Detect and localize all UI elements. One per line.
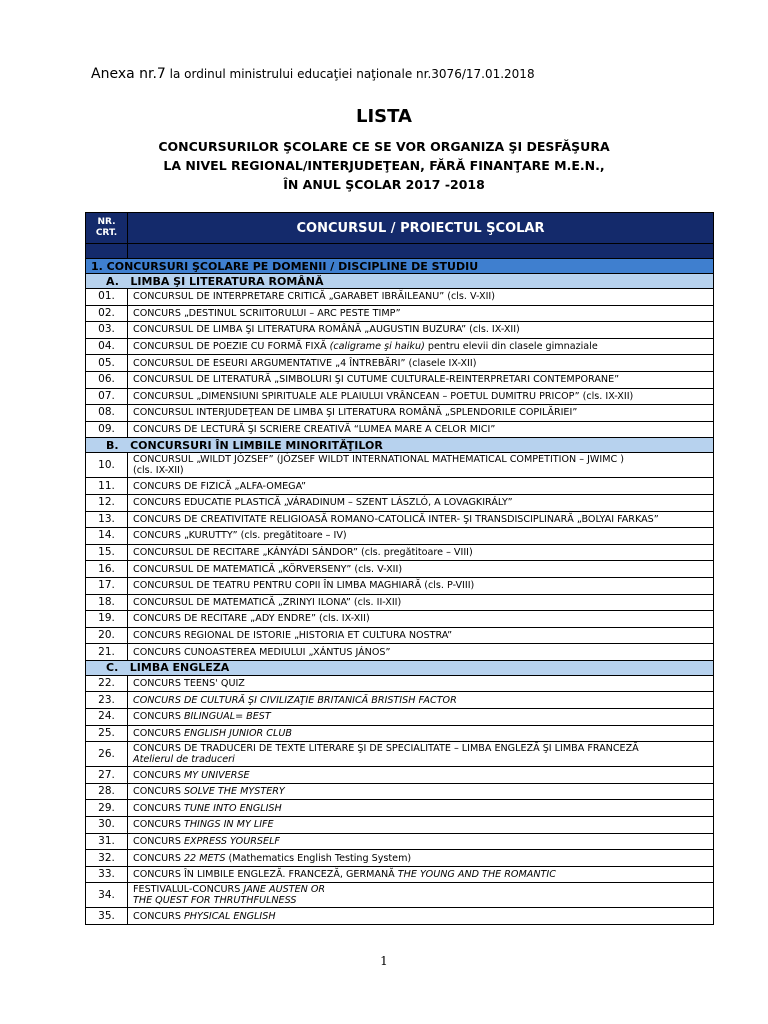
competition-text-part: CONCURS DE FIZICĂ „ALFA-OMEGA” — [133, 480, 306, 492]
table-row — [86, 478, 714, 495]
competition-name — [128, 478, 714, 495]
competition-name — [128, 594, 714, 611]
competition-text-part: CONCURSUL DE MATEMATICĂ „KÖRVERSENY” (cls. V-XII) — [133, 563, 403, 575]
competition-text-part: TUNE INTO ENGLISH — [183, 802, 282, 814]
row-number: 21. — [86, 644, 128, 661]
competition-text-part: CONCURS — [133, 711, 184, 723]
row-number: 10. — [86, 453, 128, 478]
subsection-title-b — [86, 438, 714, 453]
row-number: 26. — [86, 742, 128, 767]
row-number: 07. — [86, 388, 128, 405]
table-row — [86, 453, 714, 478]
competition-text-part: CONCURS TEENS' QUIZ — [133, 678, 245, 690]
table-row — [86, 494, 714, 511]
row-number: 01. — [86, 289, 128, 306]
page-number: 1 — [380, 954, 388, 968]
column-header-number — [86, 213, 128, 244]
subsection-letter-a: A. — [106, 274, 119, 288]
competition-name — [128, 800, 714, 817]
competition-name — [128, 544, 714, 561]
competition-name — [128, 577, 714, 594]
competition-text-part: CONCURS — [133, 819, 184, 831]
table-row — [86, 850, 714, 867]
competition-name — [128, 421, 714, 438]
competitions-table — [85, 212, 714, 925]
competition-text-part: CONCURS — [133, 769, 184, 781]
row-number: 22. — [86, 675, 128, 692]
table-row — [86, 833, 714, 850]
competition-text-part: CONCURS — [133, 727, 184, 739]
row-number: 13. — [86, 511, 128, 528]
row-number: 02. — [86, 305, 128, 322]
competition-text-part: CONCURS — [133, 835, 184, 847]
competition-text-part: CONCURS DE CULTURĂ ŞI CIVILIZAŢIE BRITANICĂ BRISTISH FACTOR — [133, 694, 457, 706]
subtitle-line-2: LA NIVEL REGIONAL/INTERJUDEŢEAN, FĂRĂ FINANŢARE M.E.N., — [163, 158, 605, 173]
header-spacer-row — [86, 244, 714, 259]
competition-text-part: THE QUEST FOR THRUTHFULNESS — [133, 895, 297, 907]
table-row — [86, 627, 714, 644]
row-number: 25. — [86, 725, 128, 742]
row-number: 29. — [86, 800, 128, 817]
competition-name — [128, 453, 714, 478]
competition-text-part: CONCURSUL INTERJUDEŢEAN DE LIMBA ŞI LITERATURA ROMÂNĂ „SPLENDORILE COPILĂRIEI” — [133, 407, 578, 419]
competition-text-part: 22 METS — [183, 852, 226, 864]
table-row — [86, 355, 714, 372]
row-number: 14. — [86, 528, 128, 545]
row-number: 27. — [86, 767, 128, 784]
subsection-label-b: CONCURSURI ÎN LIMBILE MINORITĂŢILOR — [130, 438, 383, 452]
competition-text-part: CONCURSUL DE INTERPRETARE CRITICĂ „GARABET IBRĂILEANU” (cls. V-XII) — [133, 291, 495, 303]
competition-name — [128, 528, 714, 545]
table-row — [86, 783, 714, 800]
competition-name — [128, 494, 714, 511]
table-row — [86, 322, 714, 339]
table-row — [86, 405, 714, 422]
competition-text-part: CONCURS REGIONAL DE ISTORIE „HISTORIA ET CULTURA NOSTRA” — [133, 629, 453, 641]
competition-text-part: BILINGUAL= BEST — [183, 711, 271, 723]
row-number: 16. — [86, 561, 128, 578]
row-number: 34. — [86, 883, 128, 908]
row-number: 23. — [86, 692, 128, 709]
table-row — [86, 611, 714, 628]
competition-name — [128, 817, 714, 834]
competition-text-part: CONCURS — [133, 910, 184, 922]
competition-text-part: (caligrame şi haiku) — [326, 341, 425, 353]
competition-text-part: CONCURSUL „DIMENSIUNI SPIRITUALE ALE PLAIULUI VRÂNCEAN – POETUL DUMITRU PRICOP” (cls. IX-XII) — [133, 390, 634, 402]
row-number: 05. — [86, 355, 128, 372]
subtitle-line-1: CONCURSURILOR ŞCOLARE CE SE VOR ORGANIZA ŞI DESFĂŞURA — [158, 139, 610, 154]
subtitle-line-3: ÎN ANUL ŞCOLAR 2017 -2018 — [283, 177, 485, 192]
annex-reference — [91, 66, 535, 82]
competition-text-part: MY UNIVERSE — [183, 769, 250, 781]
competition-name — [128, 561, 714, 578]
competition-name — [128, 338, 714, 355]
competition-text-part: pentru elevii din clasele gimnaziale — [424, 341, 598, 353]
competition-text-part: CONCURS — [133, 852, 184, 864]
competition-name — [128, 908, 714, 925]
table-row — [86, 883, 714, 908]
subsection-label-a: LIMBA ŞI LITERATURA ROMÂNĂ — [130, 274, 324, 288]
table-row — [86, 675, 714, 692]
column-header-number-line2: CRT. — [95, 228, 118, 238]
competition-name — [128, 709, 714, 726]
row-number: 12. — [86, 494, 128, 511]
competition-text-part: (cls. IX-XII) — [133, 465, 184, 477]
row-number: 30. — [86, 817, 128, 834]
row-number: 35. — [86, 908, 128, 925]
row-number: 06. — [86, 371, 128, 388]
competition-text-part: Atelierul de traduceri — [133, 754, 235, 766]
competition-name — [128, 371, 714, 388]
row-number: 09. — [86, 421, 128, 438]
table-row — [86, 577, 714, 594]
competition-text-part: CONCURSUL DE TEATRU PENTRU COPII ÎN LIMBA MAGHIARĂ (cls. P-VIII) — [133, 580, 475, 592]
row-number: 19. — [86, 611, 128, 628]
competition-text-part: CONCURS „DESTINUL SCRIITORULUI – ARC PESTE TIMP” — [133, 307, 401, 319]
competition-text-part: CONCURSUL DE LITERATURĂ „SIMBOLURI ŞI CUTUME CULTURALE-REINTERPRETARI CONTEMPORANE” — [133, 374, 620, 386]
competition-text-part: THINGS IN MY LIFE — [183, 819, 274, 831]
competition-text-part: THE YOUNG AND THE ROMANTIC — [397, 869, 556, 881]
competition-name — [128, 675, 714, 692]
table-row — [86, 709, 714, 726]
competition-text-part: CONCURSUL DE POEZIE CU FORMĂ FIXĂ — [133, 341, 327, 353]
page-title: LISTA — [356, 106, 412, 127]
row-number: 28. — [86, 783, 128, 800]
row-number: 08. — [86, 405, 128, 422]
competition-text-part: CONCURS DE CREATIVITATE RELIGIOASĂ ROMANO-CATOLICĂ INTER- ŞI TRANSDISCIPLINARĂ „BOLYAI FARKAS” — [133, 513, 659, 525]
competition-text-part: SOLVE THE MYSTERY — [183, 786, 285, 798]
competition-name — [128, 850, 714, 867]
table-row — [86, 561, 714, 578]
subsection-letter-c: C. — [106, 661, 119, 675]
row-number: 17. — [86, 577, 128, 594]
subsection-title-c — [86, 660, 714, 675]
table-row — [86, 338, 714, 355]
competition-text-part: CONCURS DE TRADUCERI DE TEXTE LITERARE ŞI DE SPECIALITATE – LIMBA ENGLEZĂ ŞI LIMBA FRANCEZĂ — [133, 743, 639, 755]
subsection-row-c — [86, 660, 714, 675]
competition-name — [128, 388, 714, 405]
competition-name — [128, 833, 714, 850]
competition-text-part: (Mathematics English Testing System) — [225, 852, 412, 864]
table-row — [86, 644, 714, 661]
competition-name — [128, 767, 714, 784]
row-number: 03. — [86, 322, 128, 339]
competition-name — [128, 405, 714, 422]
competition-name — [128, 305, 714, 322]
annex-order: la ordinul ministrului educaţiei naţionale nr.3076/17.01.2018 — [165, 67, 535, 81]
competition-text-part: CONCURSUL „WILDT JÓZSEF” (JÓZSEF WILDT INTERNATIONAL MATHEMATICAL COMPETITION – JWIMC ) — [133, 454, 625, 466]
competition-name — [128, 322, 714, 339]
table-row — [86, 511, 714, 528]
competition-name — [128, 692, 714, 709]
competition-name — [128, 783, 714, 800]
competition-text-part: CONCURSUL DE RECITARE „KÁNYÁDI SÁNDOR” (cls. pregătitoare – VIII) — [133, 547, 473, 559]
page-subtitle — [0, 137, 768, 194]
competition-text-part: CONCURS „KURUTTY” (cls. pregătitoare – IV) — [133, 530, 347, 542]
competition-name — [128, 355, 714, 372]
competition-text-part: FESTIVALUL-CONCURS — [133, 884, 244, 896]
competition-name — [128, 627, 714, 644]
competition-name — [128, 644, 714, 661]
table-row — [86, 692, 714, 709]
row-number: 32. — [86, 850, 128, 867]
row-number: 04. — [86, 338, 128, 355]
competition-text-part: JANE AUSTEN OR — [243, 884, 326, 896]
competition-text-part: EXPRESS YOURSELF — [183, 835, 280, 847]
subsection-letter-b: B. — [106, 438, 119, 452]
annex-number: Anexa nr.7 — [91, 66, 166, 82]
table-row — [86, 388, 714, 405]
table-row — [86, 866, 714, 883]
competition-text-part: CONCURS CUNOASTEREA MEDIULUI „XÁNTUS JÁNOS” — [133, 646, 391, 658]
subsection-title-a — [86, 274, 714, 289]
column-header-number-line1: NR. — [97, 217, 116, 227]
competition-name — [128, 511, 714, 528]
subsection-row-a — [86, 274, 714, 289]
competition-text-part: CONCURSUL DE MATEMATICĂ „ZRINYI ILONA” (cls. II-XII) — [133, 596, 402, 608]
competition-name — [128, 725, 714, 742]
table-row — [86, 725, 714, 742]
table-row — [86, 421, 714, 438]
table-row — [86, 908, 714, 925]
competition-text-part: ENGLISH JUNIOR CLUB — [183, 727, 292, 739]
table-row — [86, 594, 714, 611]
row-number: 18. — [86, 594, 128, 611]
competition-text-part: PHYSICAL ENGLISH — [183, 910, 276, 922]
row-number: 11. — [86, 478, 128, 495]
row-number: 24. — [86, 709, 128, 726]
competition-text-part: CONCURS EDUCATIE PLASTICĂ „VÁRADINUM – SZENT LÁSZLÓ, A LOVAGKIRÁLY” — [133, 497, 513, 509]
subsection-label-c: LIMBA ENGLEZA — [129, 661, 230, 675]
table-row — [86, 767, 714, 784]
competition-text-part: CONCURS — [133, 802, 184, 814]
competition-name — [128, 883, 714, 908]
competition-name — [128, 742, 714, 767]
competition-text-part: CONCURSUL DE LIMBA ŞI LITERATURA ROMÂNĂ „AUGUSTIN BUZURA” (cls. IX-XII) — [133, 324, 520, 336]
section-title: 1. CONCURSURI ŞCOLARE PE DOMENII / DISCIPLINE DE STUDIU — [86, 259, 714, 274]
table-row — [86, 528, 714, 545]
table-row — [86, 305, 714, 322]
table-row — [86, 544, 714, 561]
competition-name — [128, 289, 714, 306]
table-row — [86, 742, 714, 767]
row-number: 31. — [86, 833, 128, 850]
table-row — [86, 289, 714, 306]
table-row — [86, 800, 714, 817]
table-row — [86, 817, 714, 834]
row-number: 33. — [86, 866, 128, 883]
competitions-table-container — [85, 212, 713, 925]
competition-name — [128, 611, 714, 628]
competition-text-part: CONCURS DE RECITARE „ADY ENDRE” (cls. IX-XII) — [133, 613, 370, 625]
column-header-competition: CONCURSUL / PROIECTUL ŞCOLAR — [128, 213, 714, 244]
section-row — [86, 259, 714, 274]
row-number: 15. — [86, 544, 128, 561]
table-header-row — [86, 213, 714, 244]
row-number: 20. — [86, 627, 128, 644]
competition-name — [128, 866, 714, 883]
competition-text-part: CONCURSUL DE ESEURI ARGUMENTATIVE „4 ÎNTREBĂRI” (clasele IX-XII) — [133, 357, 477, 369]
competition-text-part: CONCURS ÎN LIMBILE ENGLEZĂ. FRANCEZĂ, GERMANĂ — [133, 869, 398, 881]
competition-text-part: CONCURS DE LECTURĂ ŞI SCRIERE CREATIVĂ “LUMEA MARE A CELOR MICI” — [133, 424, 496, 436]
competition-text-part: CONCURS — [133, 786, 184, 798]
table-row — [86, 371, 714, 388]
subsection-row-b — [86, 438, 714, 453]
